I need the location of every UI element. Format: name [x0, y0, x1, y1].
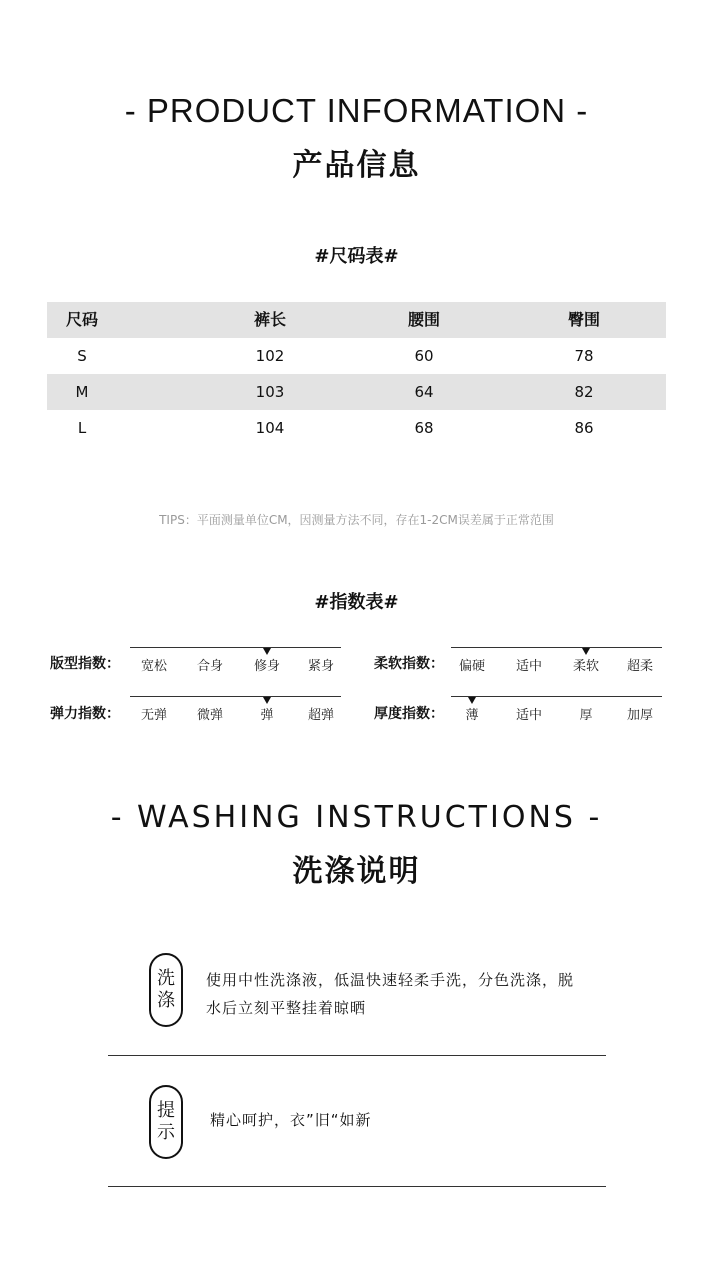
product-info-title-en: - PRODUCT INFORMATION -	[124, 92, 589, 129]
cell-length: 103	[255, 383, 285, 401]
tip-text	[210, 1106, 372, 1134]
table-row	[47, 374, 666, 410]
selected-marker-icon	[263, 648, 271, 655]
tip-line: 精心呵护，衣”旧“如新	[210, 1111, 372, 1129]
index-option: 合身	[196, 659, 223, 674]
index-line-elasticity	[130, 696, 341, 697]
index-option: 偏硬	[458, 659, 485, 674]
divider	[108, 1055, 606, 1056]
cell-hip: 82	[574, 383, 594, 401]
cell-waist: 64	[414, 383, 434, 401]
index-option: 超柔	[626, 659, 653, 674]
index-option: 无弹	[140, 708, 167, 723]
index-label-fit: 版型指数：	[50, 656, 120, 672]
index-option: 宽松	[140, 659, 167, 674]
washing-title-cn: 洗涤说明	[292, 854, 421, 889]
cell-waist: 60	[414, 347, 434, 365]
size-table-header-row	[47, 302, 666, 338]
size-tips: TIPS：平面测量单位CM，因测量方法不同，存在1-2CM误差属于正常范围	[159, 513, 554, 527]
index-line-fit	[130, 647, 341, 648]
index-option: 加厚	[626, 708, 653, 723]
wash-icon-char: 涤	[157, 990, 175, 1011]
index-option: 适中	[515, 659, 542, 674]
wash-icon	[149, 953, 183, 1027]
cell-length: 102	[255, 347, 285, 365]
index-label-elasticity: 弹力指数：	[50, 706, 120, 722]
index-option-selected: 修身	[253, 659, 280, 674]
header-hip: 臀围	[567, 310, 600, 329]
table-row	[47, 410, 666, 446]
index-line-thickness	[451, 696, 662, 697]
tip-icon-char: 示	[157, 1122, 175, 1143]
index-option: 厚	[579, 708, 593, 723]
selected-marker-icon	[263, 697, 271, 704]
divider	[108, 1186, 606, 1187]
index-option-selected: 薄	[465, 708, 479, 723]
index-option-selected: 弹	[260, 708, 274, 723]
size-table	[47, 302, 666, 446]
size-table-title: #尺码表#	[314, 246, 399, 267]
index-option: 微弹	[196, 708, 223, 723]
cell-size: M	[75, 383, 89, 401]
tip-icon-char: 提	[157, 1100, 175, 1121]
selected-marker-icon	[468, 697, 476, 704]
index-label-thickness: 厚度指数：	[374, 706, 444, 722]
table-row	[47, 338, 666, 374]
cell-size: S	[77, 347, 87, 365]
cell-hip: 86	[574, 419, 594, 437]
washing-title-en: - WASHING INSTRUCTIONS -	[110, 800, 603, 835]
cell-hip: 78	[574, 347, 594, 365]
index-option: 超弹	[307, 708, 334, 723]
wash-instruction-text	[206, 966, 574, 1022]
wash-line: 水后立刻平整挂着晾晒	[206, 999, 367, 1017]
header-waist: 腰围	[407, 310, 440, 329]
header-size: 尺码	[65, 310, 98, 329]
product-info-title-cn: 产品信息	[292, 148, 421, 183]
index-table-title: #指数表#	[314, 592, 399, 613]
cell-size: L	[77, 419, 87, 437]
header-length: 裤长	[253, 310, 286, 329]
wash-icon-char: 洗	[157, 968, 175, 989]
cell-waist: 68	[414, 419, 434, 437]
index-line-softness	[451, 647, 662, 648]
selected-marker-icon	[582, 648, 590, 655]
wash-line: 使用中性洗涤液，低温快速轻柔手洗，分色洗涤，脱	[206, 971, 575, 989]
index-option: 紧身	[307, 659, 334, 674]
index-option-selected: 柔软	[572, 659, 599, 674]
index-label-softness: 柔软指数：	[374, 656, 444, 672]
tip-icon	[149, 1085, 183, 1159]
index-option: 适中	[515, 708, 542, 723]
cell-length: 104	[255, 419, 285, 437]
